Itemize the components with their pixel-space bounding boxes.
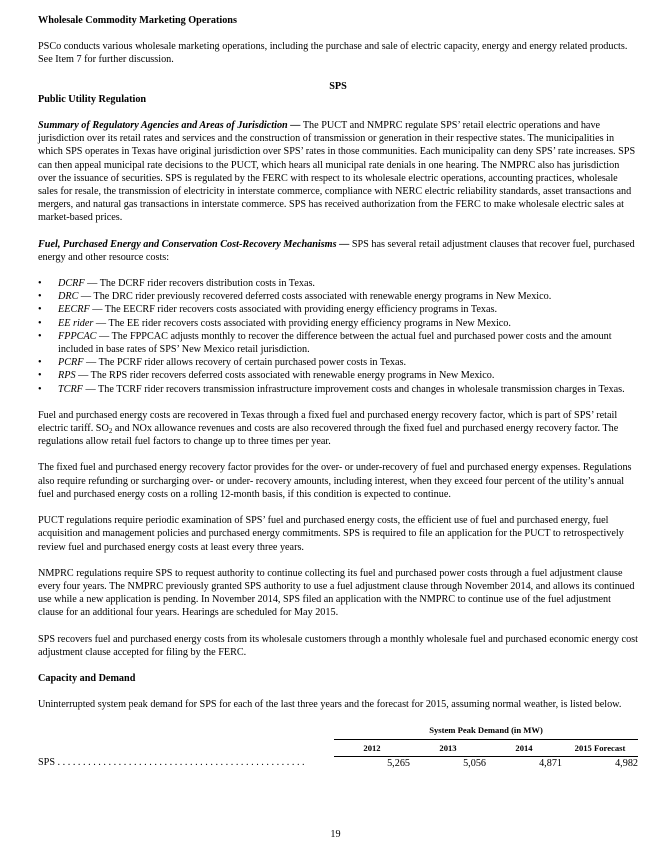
fuel-intro-text: SPS has several retail adjustment clauses that recover fuel, purchased energy and other resource costs:: [38, 238, 635, 263]
list-item: • TCRF — The TCRF rider recovers transmission infrastructure improvement costs and changes in wholesale transmission charges in Texas.: [38, 383, 625, 395]
bullet: •: [38, 370, 42, 382]
table-cell: 5,056: [463, 757, 486, 769]
list-item: • DRC — The DRC rider previously recovered deferred costs associated with renewable energy programs in New Mexico.: [38, 291, 552, 303]
wholesale-paragraph: PSCo conducts various wholesale marketing operations, including the purchase and sale of electric capacity, energy and energy related products. See Item 7 for further discussion.: [38, 41, 628, 66]
list-item: • PCRF — The PCRF rider allows recovery of certain purchased power costs in Texas.: [38, 357, 407, 369]
column-header: 2014: [486, 739, 562, 756]
capacity-heading: Capacity and Demand: [38, 672, 136, 684]
fuel-lead: Fuel, Purchased Energy and Conservation Cost-Recovery Mechanisms —: [38, 238, 350, 250]
list-item: • RPS — The RPS rider recovers deferred costs associated with renewable energy programs in New Mexico.: [38, 370, 495, 382]
summary-text: The PUCT and NMPRC regulate SPS’ retail electric operations and have jurisdiction over its retail rates and services and the construction of transmission or generation in their respective states. The municipalities in which SPS operates in Texas have original jurisdiction over SPS’ rates in those communities. Each municipality can deny SPS’ rate increases. SPS can then appeal municipal rate decisions to the PUCT, which hears all municipal rate denials in one hearing. The NMPRC also has jurisdiction over the issuance of securities. SPS is regulated by the FERC with respect to its wholesale electric operations, accounting practices, wholesale sales for resale, the transmission of electricity in interstate commerce, compliance with NERC electric reliability standards, asset transactions and mergers, and natural gas transactions in interstate commerce. SPS has received authorization from the FERC to make wholesale electric sales at market-based prices.: [38, 120, 636, 224]
nmprc-paragraph: NMPRC regulations require SPS to request authority to continue collecting its fuel and purchased power costs through a fuel adjustment clause every four years. The NMPRC previously granted SPS authority to use a fuel adjustment clause through November 2014, and allows its continued use while a new application is pending. In November 2014, SPS filed an application with the NMPRC to continue use of the fuel adjustment clause for an additional four years. Hearings are scheduled for May 2015.: [38, 567, 635, 619]
riders-list: [38, 277, 638, 396]
bullet: •: [38, 304, 42, 316]
regulation-heading: Public Utility Regulation: [38, 93, 147, 105]
summary-lead: Summary of Regulatory Agencies and Areas of Jurisdiction —: [38, 120, 301, 132]
puct-paragraph: PUCT regulations require periodic examination of SPS’ fuel and purchased energy costs, the efficient use of fuel and purchased energy, fuel acquisition and management policies and purchased energy commitments. SPS is required to file an application for the PUCT to retrospectively review fuel and purchased energy costs at least every three years.: [38, 515, 624, 553]
table-cell: 5,265: [387, 757, 410, 769]
row-label: SPS . . . . . . . . . . . . . . . . . . . . . . . . . . . . . . . . . . . . . . . . . . . . . . . . .: [38, 757, 305, 769]
column-header: 2015 Forecast: [562, 739, 638, 756]
sps-section-title: SPS: [329, 80, 347, 92]
page-number: 19: [330, 829, 341, 840]
bullet: •: [38, 383, 42, 395]
list-item: • DCRF — The DCRF rider recovers distribution costs in Texas.: [38, 278, 315, 290]
summary-paragraph: [38, 119, 638, 225]
document-page: [38, 14, 638, 770]
bullet: •: [38, 317, 42, 329]
column-header: 2012: [334, 739, 410, 756]
bullet: •: [38, 278, 42, 290]
wholesale-heading: Wholesale Commodity Marketing Operations: [38, 15, 237, 26]
fuel-mechanisms-paragraph: [38, 238, 638, 264]
over-under-recovery-paragraph: The fixed fuel and purchased energy recovery factor provides for the over- or under-recovery of fuel and purchased energy expenses. Regulations also require refunding or surcharging over- or under- recovery amounts, including interest, when they exceed four percent of the utility’s annual fuel and purchased energy costs on a rolling 12-month basis, if this condition is expected to continue.: [38, 462, 632, 500]
wholesale-recovery-paragraph: SPS recovers fuel and purchased energy costs from its wholesale customers through a monthly wholesale fuel and purchased economic energy cost adjustment clause accepted for filing by the FERC.: [38, 633, 638, 658]
list-item: • EE rider — The EE rider recovers costs associated with providing energy efficiency programs in New Mexico.: [38, 317, 511, 329]
fuel-recovery-paragraph: Fuel and purchased energy costs are recovered in Texas through a fixed fuel and purchased energy recovery factor, which is part of SPS’ retail electric tariff. $SO_2$ and NOx allowance revenues and costs are also recovered through the fixed fuel and purchased energy recovery factor. The regulations allow retail fuel factors to change up to three times per year.: [38, 409, 619, 448]
list-item: • EECRF — The EECRF rider recovers costs associated with providing energy efficiency programs in Texas.: [38, 304, 498, 316]
list-item: • FPPCAC — The FPPCAC adjusts monthly to recover the difference between the actual fuel and purchased power costs and the amount included in base rates of SPS’ New Mexico retail jurisdiction.: [38, 330, 612, 356]
peak-demand-table: [38, 724, 638, 770]
table-group-header: System Peak Demand (in MW): [334, 724, 638, 739]
bullet: •: [38, 357, 42, 369]
table-cell: 4,982: [615, 757, 638, 769]
bullet: •: [38, 291, 42, 303]
table-cell: 4,871: [539, 757, 562, 769]
table-row: [38, 756, 638, 770]
bullet: •: [38, 330, 42, 342]
capacity-paragraph: Uninterrupted system peak demand for SPS for each of the last three years and the forecast for 2015, assuming normal weather, is listed below.: [38, 699, 622, 711]
column-header: 2013: [410, 739, 486, 756]
